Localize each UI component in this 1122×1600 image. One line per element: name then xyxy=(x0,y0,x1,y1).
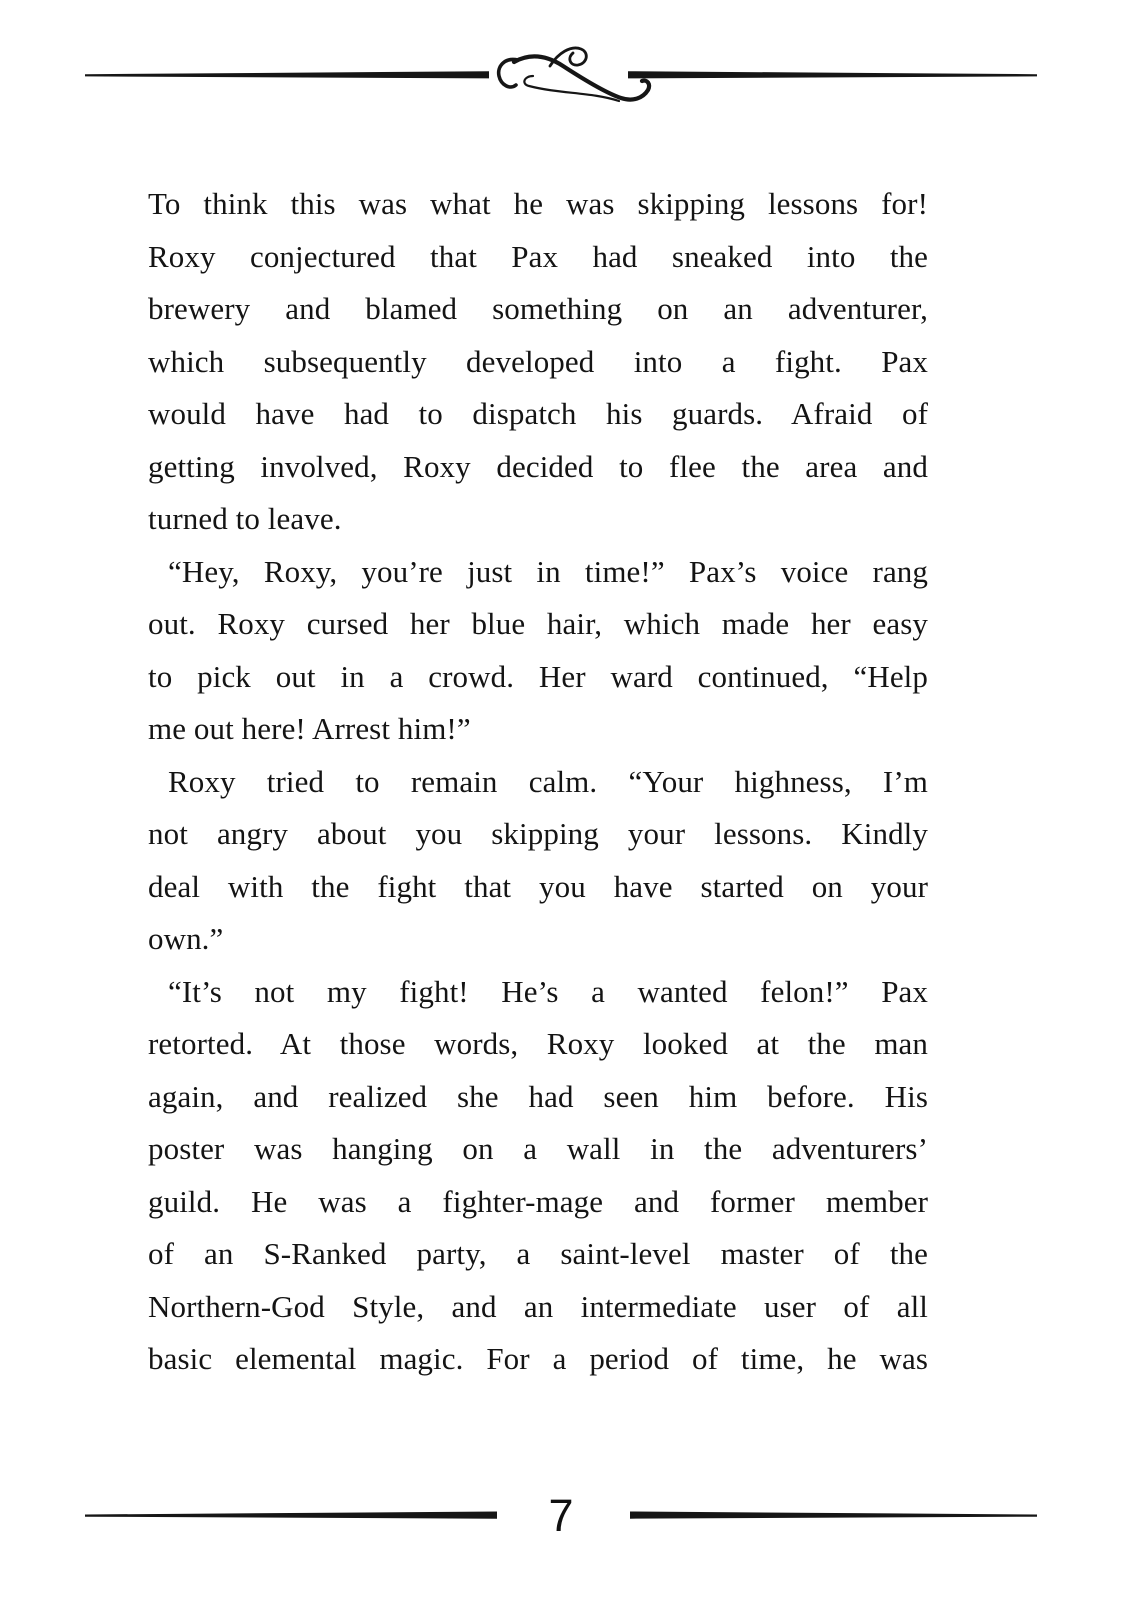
text-line: To think this was what he was skipping lessons for! xyxy=(148,186,928,221)
text-line: which subsequently developed into a fight. Pax xyxy=(148,343,928,379)
header-rule-right xyxy=(628,71,1037,78)
text-line: own.” xyxy=(148,921,224,956)
text-line: Roxy tried to remain calm. “Your highness, I’m xyxy=(168,763,928,799)
text-line: would have had to dispatch his guards. Afraid of xyxy=(148,396,928,431)
text-block xyxy=(148,178,928,1386)
text-line: to pick out in a crowd. Her ward continued, “Help xyxy=(148,658,928,694)
text-line: not angry about you skipping your lessons. Kindly xyxy=(148,816,928,851)
text-line: me out here! Arrest him!” xyxy=(148,711,471,746)
text-line: poster was hanging on a wall in the adventurers’ xyxy=(148,1131,928,1166)
text-line: retorted. At those words, Roxy looked at the man xyxy=(148,1026,928,1061)
page-number: 7 xyxy=(548,1490,574,1541)
header-divider xyxy=(0,0,1122,140)
text-line: turned to leave. xyxy=(148,501,342,536)
text-line: out. Roxy cursed her blue hair, which made her easy xyxy=(148,606,928,641)
header-rule-left xyxy=(85,71,489,78)
text-line: “Hey, Roxy, you’re just in time!” Pax’s voice rang xyxy=(168,553,928,589)
text-line: Roxy conjectured that Pax had sneaked into the xyxy=(148,238,928,274)
text-line: of an S-Ranked party, a saint-level master of the xyxy=(148,1236,928,1271)
text-line: Northern-God Style, and an intermediate user of all xyxy=(148,1288,928,1324)
text-line: “It’s not my fight! He’s a wanted felon!” Pax xyxy=(168,973,928,1009)
text-line: guild. He was a fighter-mage and former member xyxy=(148,1183,928,1219)
text-line: getting involved, Roxy decided to flee the area and xyxy=(148,448,928,484)
text-line: deal with the fight that you have started on your xyxy=(148,868,928,904)
flourish-ornament-icon xyxy=(499,48,649,101)
text-line: basic elemental magic. For a period of time, he was xyxy=(148,1341,928,1376)
text-line: brewery and blamed something on an adventurer, xyxy=(148,291,928,326)
text-line: again, and realized she had seen him before. His xyxy=(148,1078,928,1114)
